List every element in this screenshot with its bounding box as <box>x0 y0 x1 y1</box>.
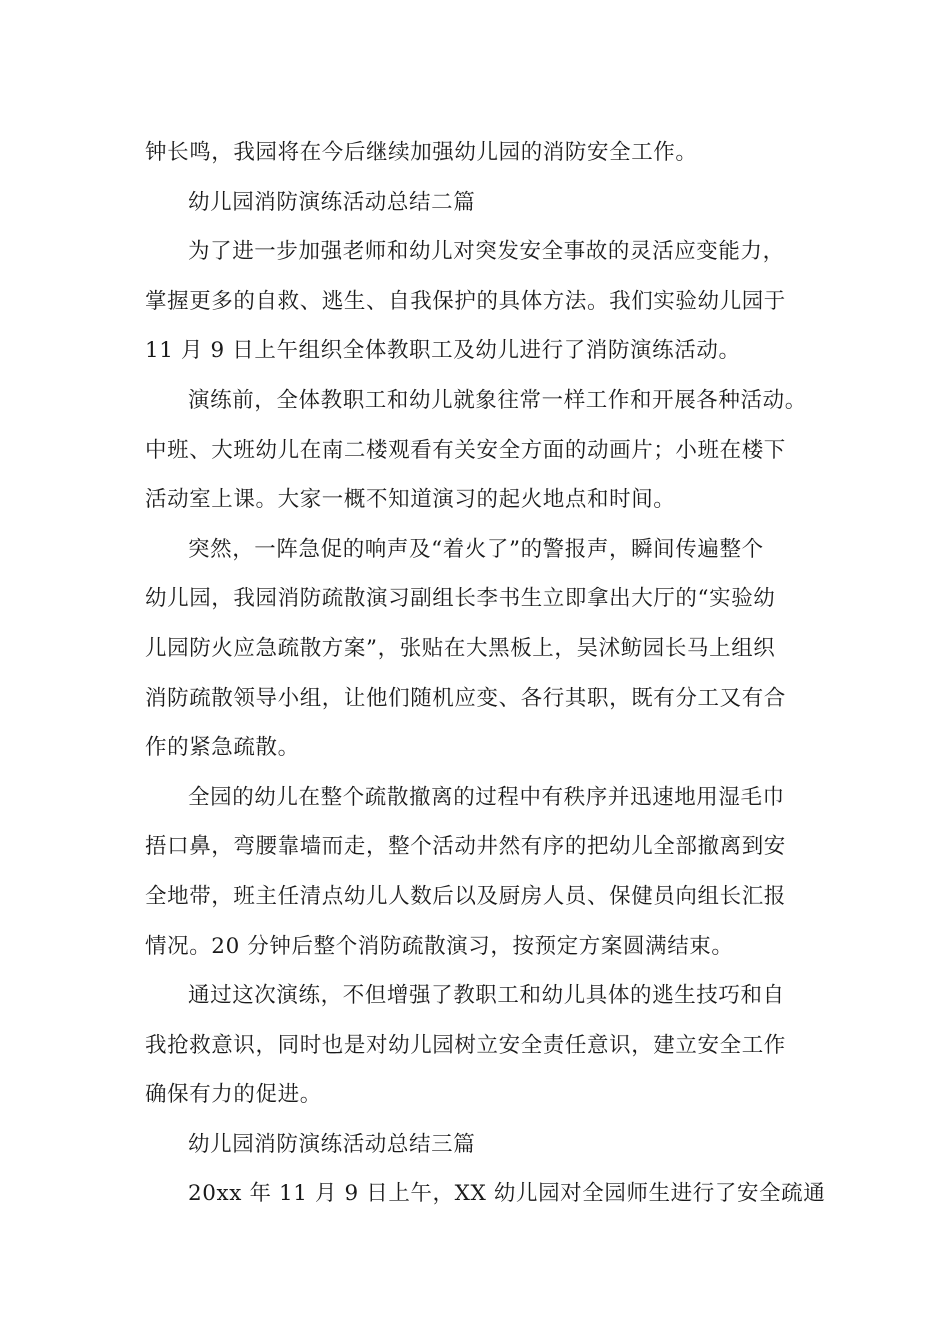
text-line: 我抢救意识，同时也是对幼儿园树立安全责任意识，建立安全工作 <box>145 1032 786 1058</box>
text-line: 全地带，班主任清点幼儿人数后以及厨房人员、保健员向组长汇报 <box>145 883 786 909</box>
text-line: 作的紧急疏散。 <box>145 735 300 761</box>
text-line: 全园的幼儿在整个疏散撤离的过程中有秩序并迅速地用湿毛巾 <box>188 784 785 810</box>
text-line: 中班、大班幼儿在南二楼观看有关安全方面的动画片；小班在楼下 <box>145 437 786 463</box>
text-line: 幼儿园，我园消防疏散演习副组长李书生立即拿出大厅的“实验幼 <box>145 586 776 612</box>
text-line: 活动室上课。大家一概不知道演习的起火地点和时间。 <box>145 487 676 513</box>
section-heading: 幼儿园消防演练活动总结二篇 <box>188 189 476 215</box>
text-line: 演练前，全体教职工和幼儿就象往常一样工作和开展各种活动。 <box>188 387 807 413</box>
text-line: 消防疏散领导小组，让他们随机应变、各行其职，既有分工又有合 <box>145 685 786 711</box>
text-line: 钟长鸣，我园将在今后继续加强幼儿园的消防安全工作。 <box>145 140 698 165</box>
text-line: 掌握更多的自救、逃生、自我保护的具体方法。我们实验幼儿园于 <box>145 288 786 314</box>
text-line: 捂口鼻，弯腰靠墙而走，整个活动井然有序的把幼儿全部撤离到安 <box>145 834 786 860</box>
text-line: 20xx 年 11 月 9 日上午，XX 幼儿园对全园师生进行了安全疏通 <box>188 1181 826 1207</box>
text-line: 11 月 9 日上午组织全体教职工及幼儿进行了消防演练活动。 <box>145 338 741 364</box>
text-line: 通过这次演练，不但增强了教职工和幼儿具体的逃生技巧和自 <box>188 983 785 1009</box>
text-line: 情况。20 分钟后整个消防疏散演习，按预定方案圆满结束。 <box>145 933 734 959</box>
text-line: 儿园防火应急疏散方案”，张贴在大黑板上，吴沭鲂园长马上组织 <box>145 635 776 661</box>
document-body <box>145 128 826 1219</box>
section-heading: 幼儿园消防演练活动总结三篇 <box>188 1131 476 1157</box>
text-line: 突然，一阵急促的响声及“着火了”的警报声，瞬间传遍整个 <box>188 536 764 562</box>
text-line: 确保有力的促进。 <box>145 1082 322 1108</box>
text-line: 为了进一步加强老师和幼儿对突发安全事故的灵活应变能力， <box>188 239 785 265</box>
